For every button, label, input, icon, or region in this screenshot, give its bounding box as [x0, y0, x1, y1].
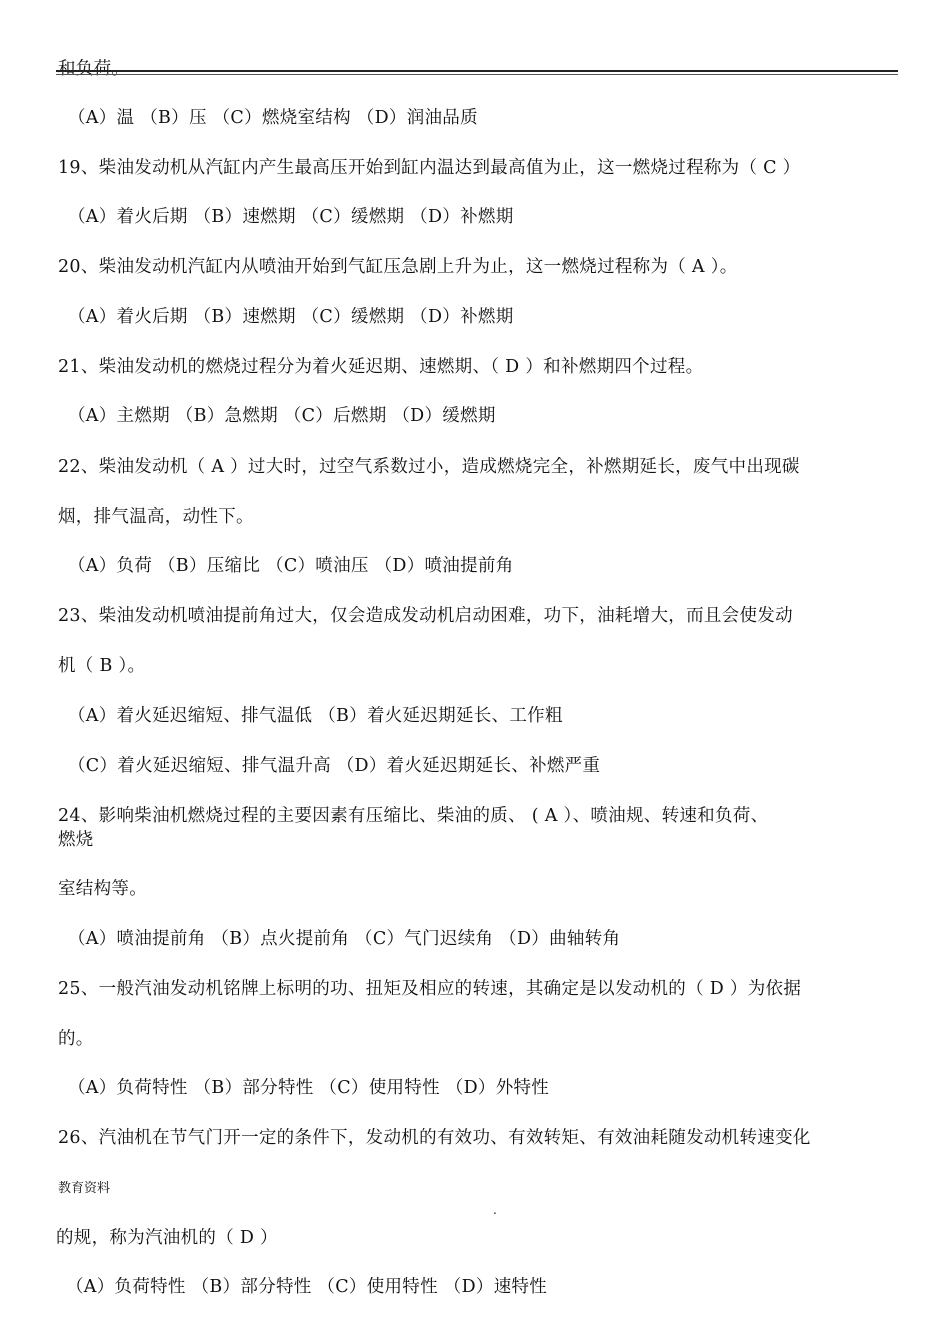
- footer-label: 教育资料: [58, 1181, 111, 1196]
- question-19: 19、柴油发动机从汽缸内产生最高压开始到缸内温达到最高值为止，这一燃烧过程称为（ C ）: [58, 158, 801, 178]
- option-row-20: （A）着火后期 （B）速燃期 （C）缓燃期 （D）补燃期: [68, 307, 514, 327]
- question-23-line-2: 机（ B ）。: [58, 656, 146, 676]
- question-25-line-2: 的。: [58, 1029, 94, 1049]
- option-row-24: （A）喷油提前角 （B）点火提前角 （C）气门迟续角 （D）曲轴转角: [68, 929, 621, 949]
- option-row-23-cd: （C）着火延迟缩短、排气温升高 （D）着火延迟期延长、补燃严重: [68, 756, 601, 776]
- option-row-23-ab: （A）着火延迟缩短、排气温低 （B）着火延迟期延长、工作粗: [68, 706, 563, 726]
- question-26-line-1: 26、汽油机在节气门开一定的条件下，发动机的有效功、有效转矩、有效油耗随发动机转速变化: [58, 1128, 811, 1148]
- question-22-line-2: 烟，排气温高，动性下。: [58, 507, 254, 527]
- option-row-26: （A）负荷特性 （B）部分特性 （C）使用特性 （D）速特性: [66, 1277, 548, 1297]
- question-21: 21、柴油发动机的燃烧过程分为着火延迟期、速燃期、（ D ）和补燃期四个过程。: [58, 357, 704, 377]
- question-26-line-2: 的规，称为汽油机的（ D ）: [56, 1228, 278, 1248]
- option-row-18: （A）温 （B）压 （C）燃烧室结构 （D）润油品质: [68, 108, 478, 128]
- footer-dot: .: [493, 1203, 497, 1217]
- question-24-line-3: 室结构等。: [58, 879, 147, 899]
- question-24-line-1: 24、影响柴油机燃烧过程的主要因素有压缩比、柴油的质、 ( A ）、喷油规、转速和负荷、: [58, 806, 769, 826]
- question-22-line-1: 22、柴油发动机（ A ）过大时，过空气系数过小，造成燃烧完全，补燃期延长，废气中出现碳: [58, 457, 800, 477]
- question-25-line-1: 25、一般汽油发动机铭牌上标明的功、扭矩及相应的转速，其确定是以发动机的（ D ）为依据: [58, 979, 802, 999]
- option-row-19: （A）着火后期 （B）速燃期 （C）缓燃期 （D）补燃期: [68, 207, 514, 227]
- question-23-line-1: 23、柴油发动机喷油提前角过大，仅会造成发动机启动困难，功下，油耗增大，而且会使发动: [58, 606, 793, 626]
- header-rule: [56, 70, 898, 72]
- question-24-line-2: 燃烧: [58, 830, 94, 850]
- option-row-22: （A）负荷 （B）压缩比 （C）喷油压 （D）喷油提前角: [68, 556, 514, 576]
- question-20: 20、柴油发动机汽缸内从喷油开始到气缸压急剧上升为止，这一燃烧过程称为（ A ）。: [58, 257, 738, 277]
- option-row-21: （A）主燃期 （B）急燃期 （C）后燃期 （D）缓燃期: [68, 406, 496, 426]
- header-carryover-text: 和负荷。: [58, 59, 130, 79]
- option-row-25: （A）负荷特性 （B）部分特性 （C）使用特性 （D）外特性: [68, 1078, 550, 1098]
- header-rule-thin: [56, 74, 898, 75]
